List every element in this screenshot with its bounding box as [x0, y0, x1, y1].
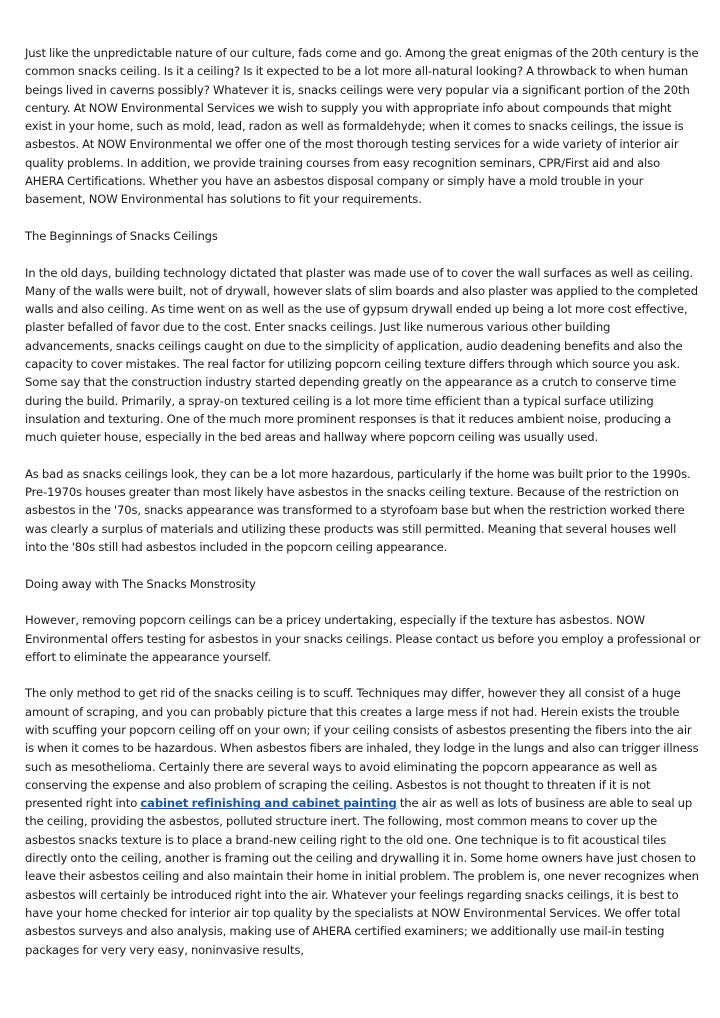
beginnings-paragraph: In the old days, building technology dictated that plaster was made use of to cover the wall surfaces as well as ceiling. Many of the walls were built, not of drywall, however slats of slim boards and also plaster was applied to the completed walls and also ceiling. As time went on as well as the use of gypsum drywall ended up being a lot more cost effective, plaster befalled of favor due to the cost. Enter snacks ceilings. Just like numerous various other building advancements, snacks ceilings caught on due to the simplicity of application, audio deadening benefits and also the capacity to cover mistakes. The real factor for utilizing popcorn ceiling texture differs through which source you ask. Some say that the construction industry started depending greatly on the appearance as a crutch to conserve time during the build. Primarily, a spray-on textured ceiling is a lot more time efficient than a typical surface utilizing insulation and texturing. One of the much more prominent responses is that it reduces ambient noise, producing a much quieter house, especially in the bed areas and hallway where popcorn ceiling was usually used. — [25, 265, 698, 445]
section-heading-removal: Doing away with The Snacks Monstrosity — [25, 576, 256, 591]
scraping-text-after-link: the air as well as lots of business are able to seal up the ceiling, providing the asbestos, polluted structure inert. The following, most common means to cover up the asbestos snacks texture is to place a brand-new ceiling right to the old one. One technique is to fit acoustical tiles directly onto the ceiling, another is framing out the ceiling and drywalling it in. Some home owners have just chosen to leave their asbestos ceiling and also maintain their home in initial problem. The problem is, one never recognizes when asbestos will certainly be introduced right into the air. Whatever your feelings regarding snacks ceilings, it is best to have your home checked for interior air top quality by the specialists at NOW Environmental Services. We offer total asbestos surveys and also analysis, making use of AHERA certified examiners; we additionally use mail-in testing packages for very very easy, noninvasive results, — [25, 796, 699, 957]
hazard-paragraph: As bad as snacks ceilings look, they can be a lot more hazardous, particularly if the home was built prior to the 1990s. Pre-1970s houses greater than most likely have asbestos in the snacks ceiling texture. Because of the restriction on asbestos in the '70s, snacks appearance was transformed to a styrofoam base but when the restriction worked there was clearly a surplus of materials and utilizing these products was still permitted. Meaning that several houses well into the '80s still had asbestos included in the popcorn ceiling appearance. — [25, 466, 691, 555]
scraping-paragraph — [25, 684, 701, 958]
article-body — [25, 44, 701, 977]
section-heading-beginnings: The Beginnings of Snacks Ceilings — [25, 228, 218, 243]
scraping-text-before-link: The only method to get rid of the snacks ceiling is to scuff. Techniques may differ, however they all consist of a huge amount of scraping, and you can probably picture that this creates a large mess if not had. Herein exists the trouble with scuffing your popcorn ceiling off on your own; if your ceiling consists of asbestos presenting the fibers into the air is when it comes to be hazardous. When asbestos fibers are inhaled, they lodge in the lungs and also can trigger illness such as mesothelioma. Certainly there are several ways to avoid eliminating the popcorn appearance as well as conserving the expense and also problem of scraping the ceiling. Asbestos is not thought to threaten if it is not presented right into — [25, 686, 699, 811]
removal-paragraph: However, removing popcorn ceilings can be a pricey undertaking, especially if the texture has asbestos. NOW Environmental offers testing for asbestos in your snacks ceilings. Please contact us before you employ a professional or effort to eliminate the appearance yourself. — [25, 613, 701, 664]
intro-paragraph: Just like the unpredictable nature of our culture, fads come and go. Among the great enigmas of the 20th century is the common snacks ceiling. Is it a ceiling? Is it expected to be a lot more all-natural looking? A throwback to when human beings lived in caverns possibly? Whatever it is, snacks ceilings were very popular via a significant portion of the 20th century. At NOW Environmental Services we wish to supply you with appropriate info about compounds that might exist in your home, such as mold, lead, radon as well as formaldehyde; when it comes to snacks ceilings, the issue is asbestos. At NOW Environmental we offer one of the most thorough testing services for a wide variety of interior air quality problems. In addition, we provide training courses from easy recognition seminars, CPR/First aid and also AHERA Certifications. Whether you have an asbestos disposal company or simply have a mold trouble in your basement, NOW Environmental has solutions to fit your requirements. — [25, 46, 699, 207]
cabinet-refinishing-link[interactable]: cabinet refinishing and cabinet painting — [140, 796, 397, 811]
